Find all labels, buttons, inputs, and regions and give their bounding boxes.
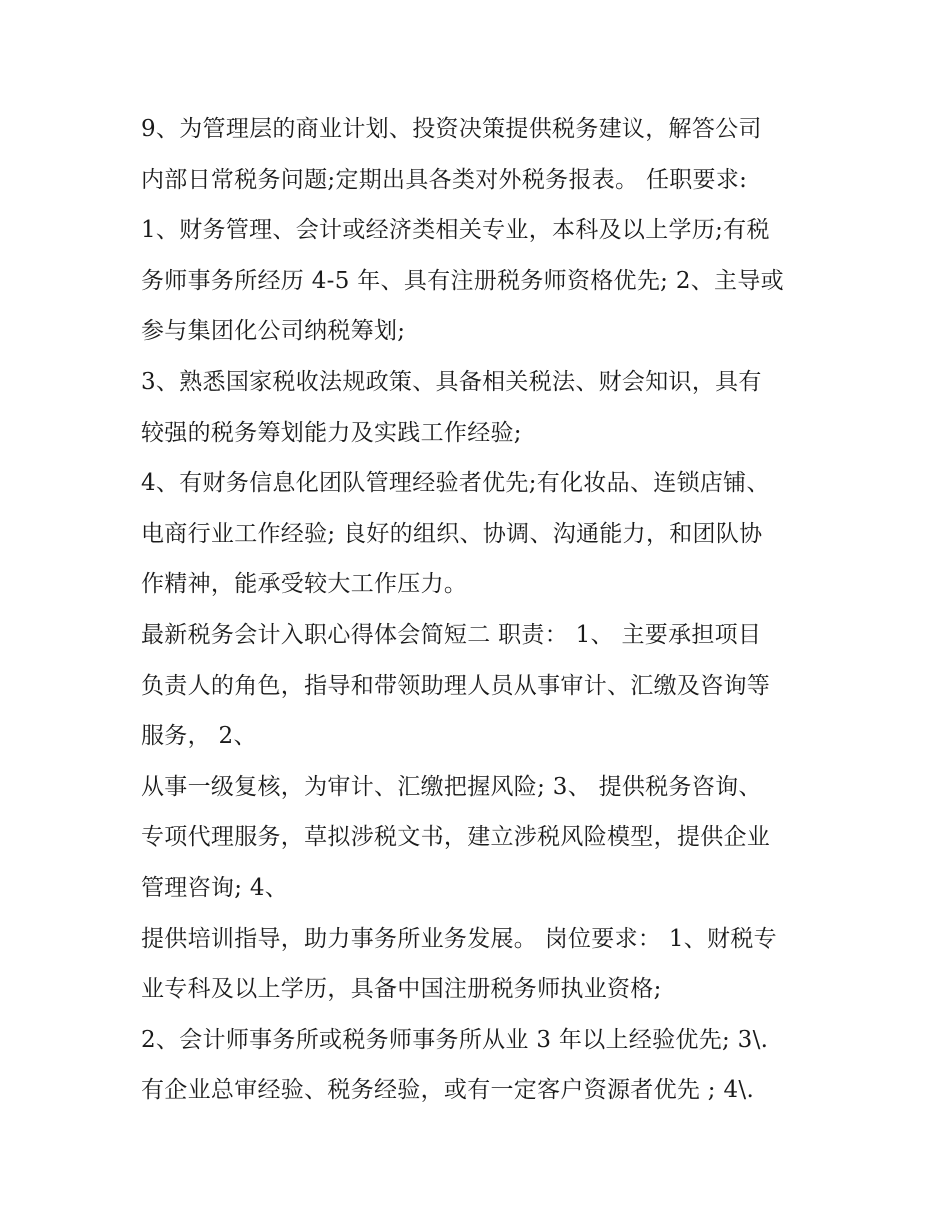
text-line: 业专科及以上学历，具备中国注册税务师执业资格; <box>141 976 662 1003</box>
text-line: 较强的税务筹划能力及实践工作经验; <box>141 419 522 446</box>
text-line: 参与集团化公司纳税筹划; <box>141 318 406 345</box>
text-line: 提供培训指导，助力事务所业务发展。 岗位要求： 1、财税专 <box>141 925 777 952</box>
text-line: 最新税务会计入职心得体会简短二 职责： 1、 主要承担项目 <box>141 621 762 648</box>
text-line: 4、有财务信息化团队管理经验者优先;有化妆品、连锁店铺、 <box>141 470 770 497</box>
text-line: 电商行业工作经验; 良好的组织、协调、沟通能力，和团队协 <box>141 520 763 547</box>
text-line: 有企业总审经验、税务经验，或有一定客户资源者优先 ; 4\. <box>141 1077 755 1104</box>
text-line: 作精神，能承受较大工作压力。 <box>141 571 468 598</box>
document-body <box>141 104 841 1116</box>
text-line: 负责人的角色，指导和带领助理人员从事审计、汇缴及咨询等 <box>141 672 771 699</box>
text-line: 内部日常税务问题;定期出具各类对外税务报表。 任职要求: <box>141 166 748 193</box>
text-line: 3、熟悉国家税收法规政策、具备相关税法、财会知识，具有 <box>141 368 762 395</box>
text-line: 专项代理服务，草拟涉税文书，建立涉税风险模型，提供企业 <box>141 824 771 851</box>
text-line: 务师事务所经历 4-5 年、具有注册税务师资格优先; 2、主导或 <box>141 267 784 294</box>
text-line: 1、财务管理、会计或经济类相关专业，本科及以上学历;有税 <box>141 217 770 244</box>
text-line: 2、会计师事务所或税务师事务所从业 3 年以上经验优先; 3\. <box>141 1026 769 1053</box>
text-line: 从事一级复核，为审计、汇缴把握风险; 3、 提供税务咨询、 <box>141 773 762 800</box>
text-line: 服务， 2、 <box>141 723 257 750</box>
text-line: 管理咨询; 4、 <box>141 874 289 901</box>
text-line: 9、为管理层的商业计划、投资决策提供税务建议，解答公司 <box>141 116 762 142</box>
